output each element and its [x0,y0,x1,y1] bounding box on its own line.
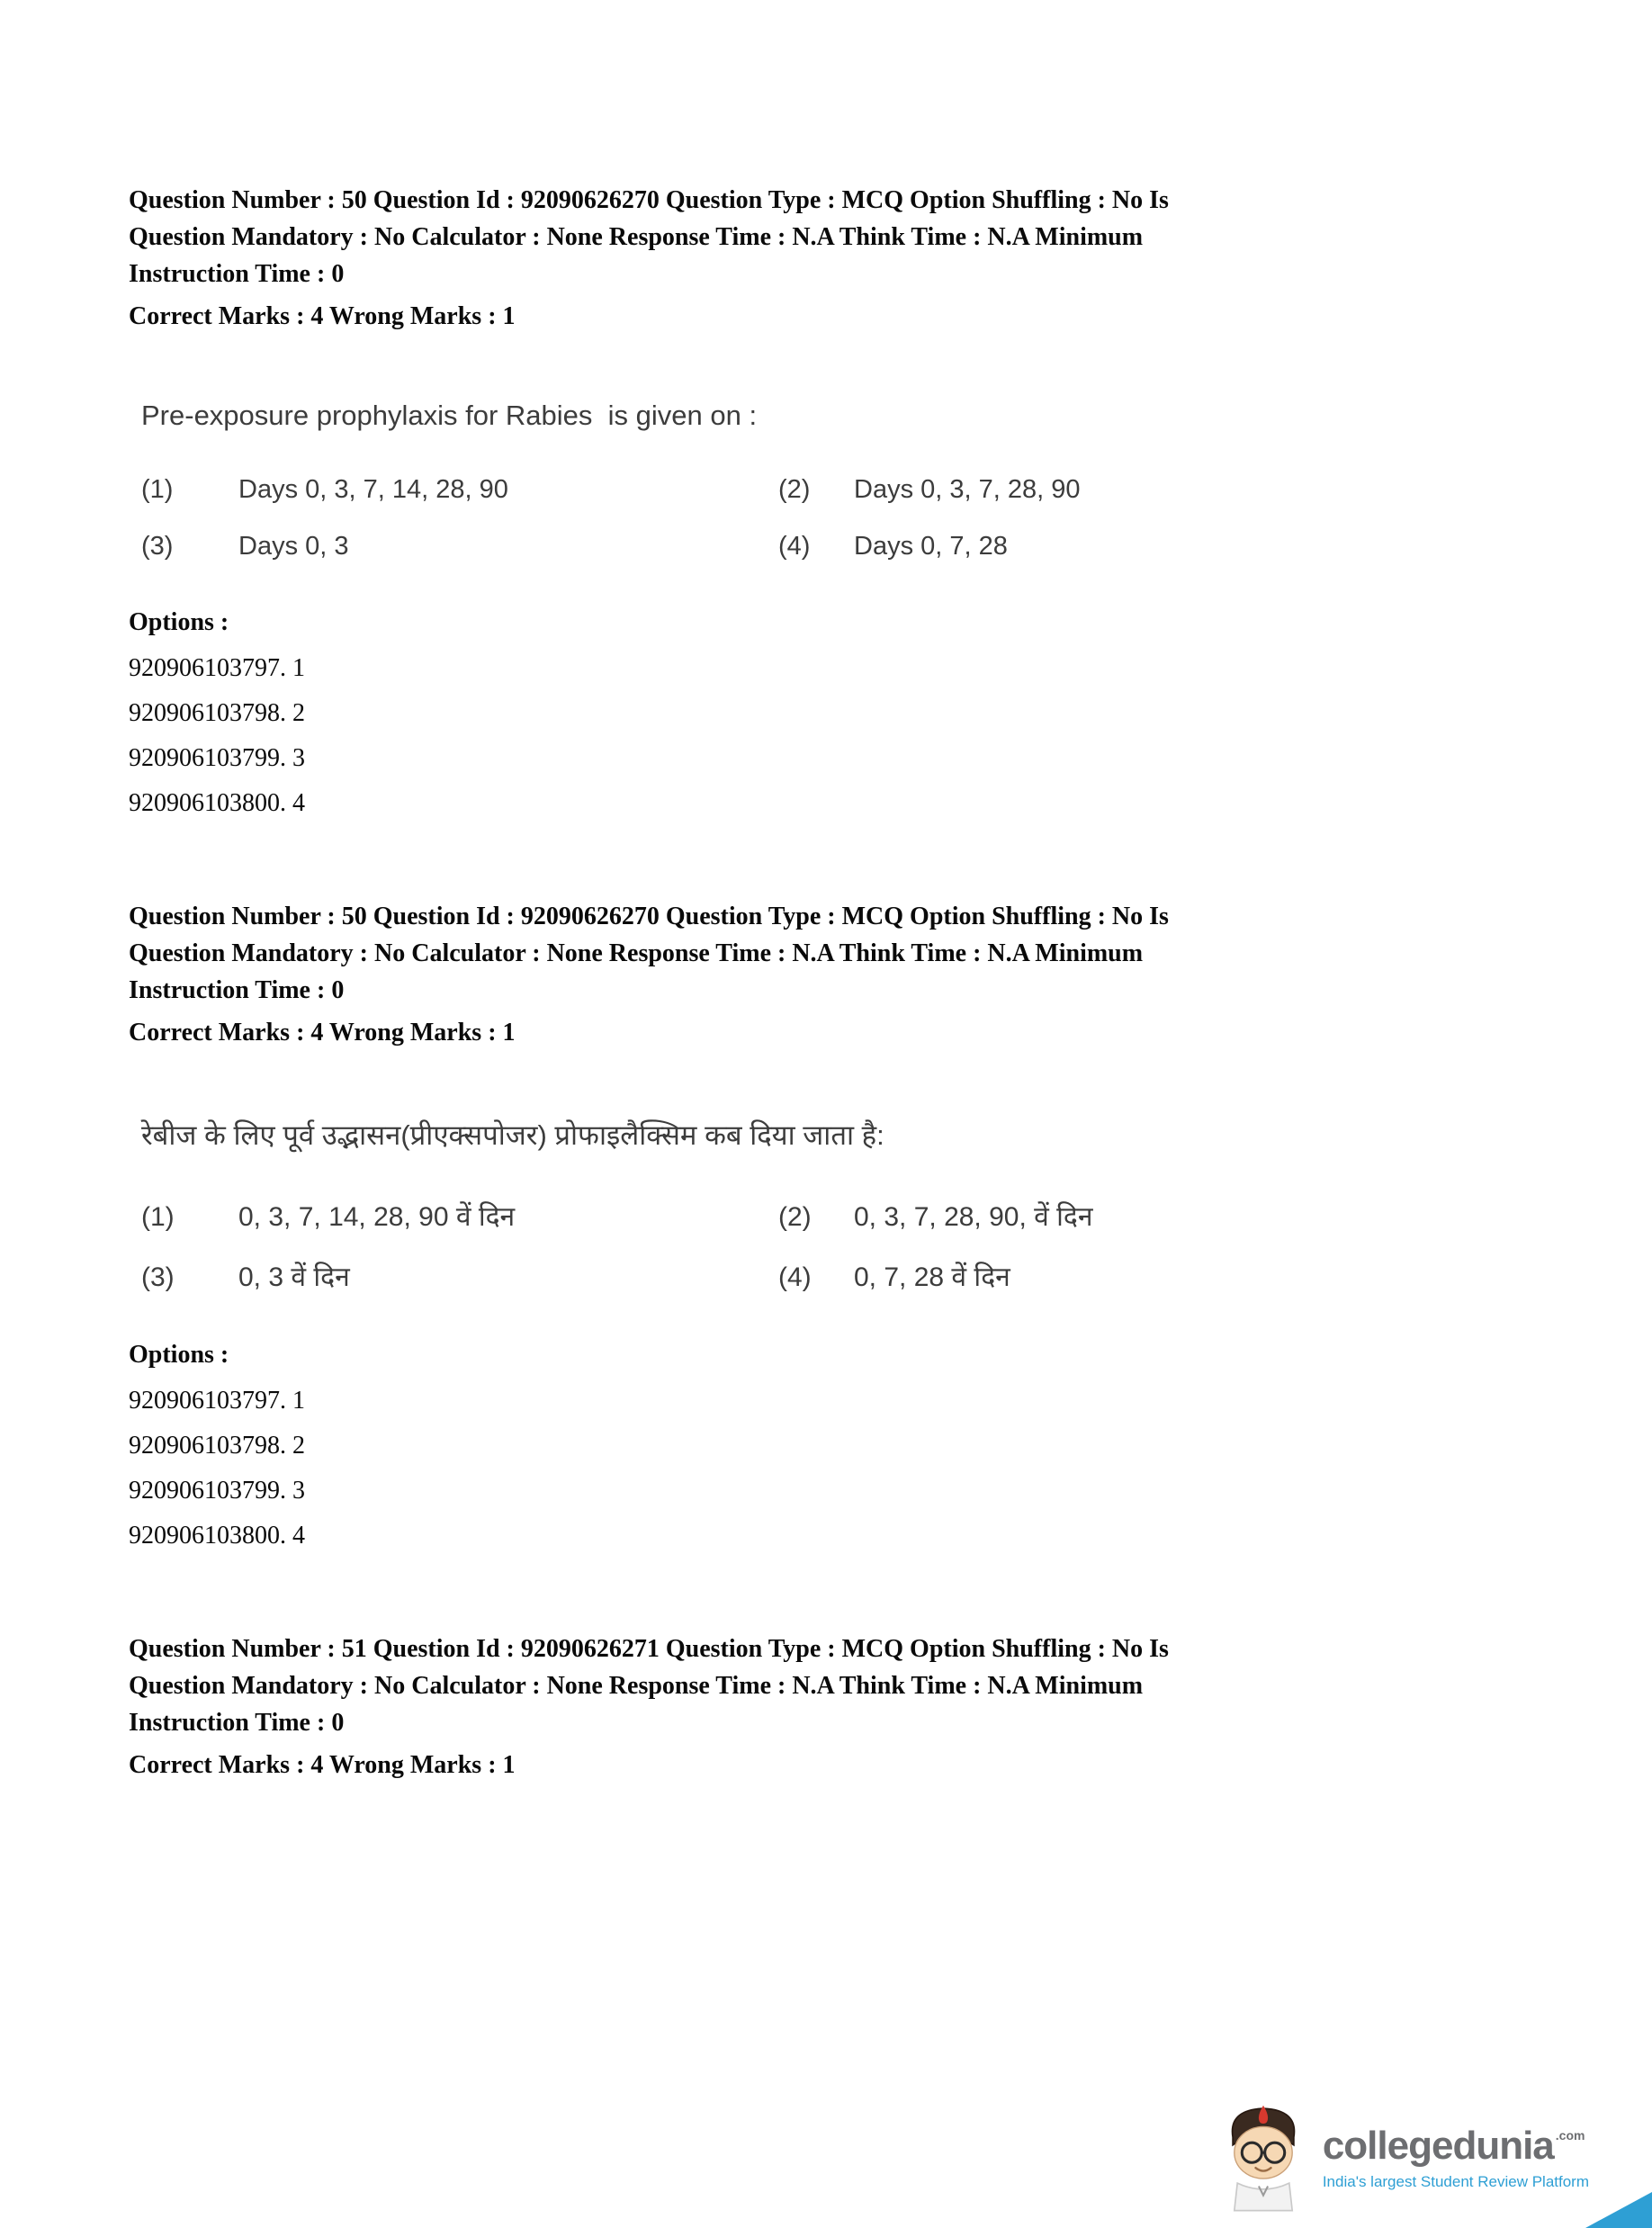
choice-grid [141,1197,1544,1294]
collegedunia-watermark [1217,2104,1589,2214]
choice-text: Days 0, 3, 7, 28, 90 [854,475,1081,504]
choice-text: 0, 7, 28 वें दिन [854,1262,1010,1292]
option-id-list [129,1379,1544,1559]
question-meta-line: Instruction Time : 0 [129,260,345,288]
marks-line: Correct Marks : 4 Wrong Marks : 1 [129,302,516,330]
question-block-50-hindi [129,898,1544,1559]
option-id: 920906103797. 1 [129,1387,305,1415]
marks-line: Correct Marks : 4 Wrong Marks : 1 [129,1019,516,1047]
brand-suffix: .com [1555,2128,1585,2143]
question-meta [129,182,1544,292]
question-meta-line: Question Number : 51 Question Id : 92090626271 Question Type : MCQ Option Shuffling : No Is [129,1635,1169,1663]
choice-text: 0, 3, 7, 28, 90, वें दिन [854,1202,1093,1232]
choice-text: Days 0, 3, 7, 14, 28, 90 [238,475,508,504]
question-body [129,400,1544,561]
question-text: रेबीज के लिए पूर्व उद्भासन(प्रीएक्सपोजर) प्रोफाइलैक्सिम कब दिया जाता है: [141,1119,884,1151]
choice-number: (2) [778,1202,812,1232]
choice-number: (2) [778,475,811,504]
option-id-list [129,646,1544,826]
choice-text: Days 0, 3 [238,532,349,561]
question-meta-line: Instruction Time : 0 [129,976,345,1004]
choice-text: 0, 3, 7, 14, 28, 90 वें दिन [238,1202,516,1232]
choice-number: (3) [141,532,174,561]
question-text: Pre-exposure prophylaxis for Rabies is given on : [141,400,758,431]
question-meta-line: Instruction Time : 0 [129,1709,345,1737]
option-id: 920906103799. 3 [129,744,305,772]
question-meta-line: Question Number : 50 Question Id : 92090626270 Question Type : MCQ Option Shuffling : No Is [129,186,1169,214]
collegedunia-mascot-icon [1217,2104,1310,2214]
question-meta-line: Question Mandatory : No Calculator : None Response Time : N.A Think Time : N.A Minimum [129,939,1144,967]
option-id: 920906103798. 2 [129,699,305,727]
choice-text: Days 0, 7, 28 [854,532,1008,561]
choice-number: (3) [141,1262,175,1292]
choice-number: (1) [141,475,174,504]
choice-number: (1) [141,1202,175,1232]
choice-number: (4) [778,532,811,561]
option-id: 920906103797. 1 [129,654,305,682]
question-block-51 [129,1631,1544,1780]
question-meta [129,898,1544,1009]
question-meta-line: Question Mandatory : No Calculator : None Response Time : N.A Think Time : N.A Minimum [129,1672,1144,1700]
option-id: 920906103799. 3 [129,1477,305,1505]
question-meta-line: Question Mandatory : No Calculator : None Response Time : N.A Think Time : N.A Minimum [129,223,1144,251]
choice-text: 0, 3 वें दिन [238,1262,350,1292]
collegedunia-wordmark [1323,2126,1589,2191]
question-meta-line: Question Number : 50 Question Id : 92090626270 Question Type : MCQ Option Shuffling : No Is [129,903,1169,930]
choice-grid [141,475,1544,561]
question-block-50-english [129,182,1544,826]
marks-line: Correct Marks : 4 Wrong Marks : 1 [129,1751,516,1779]
question-meta [129,1631,1544,1741]
option-id: 920906103800. 4 [129,789,305,817]
brand-tagline: India's largest Student Review Platform [1322,2173,1589,2190]
corner-accent [1585,2192,1652,2228]
options-label: Options : [129,1341,229,1369]
choice-number: (4) [778,1262,812,1292]
option-id: 920906103800. 4 [129,1522,305,1550]
brand-name: collegedunia [1322,2124,1554,2168]
option-id: 920906103798. 2 [129,1432,305,1460]
question-body [129,1116,1544,1294]
options-label: Options : [129,608,229,636]
